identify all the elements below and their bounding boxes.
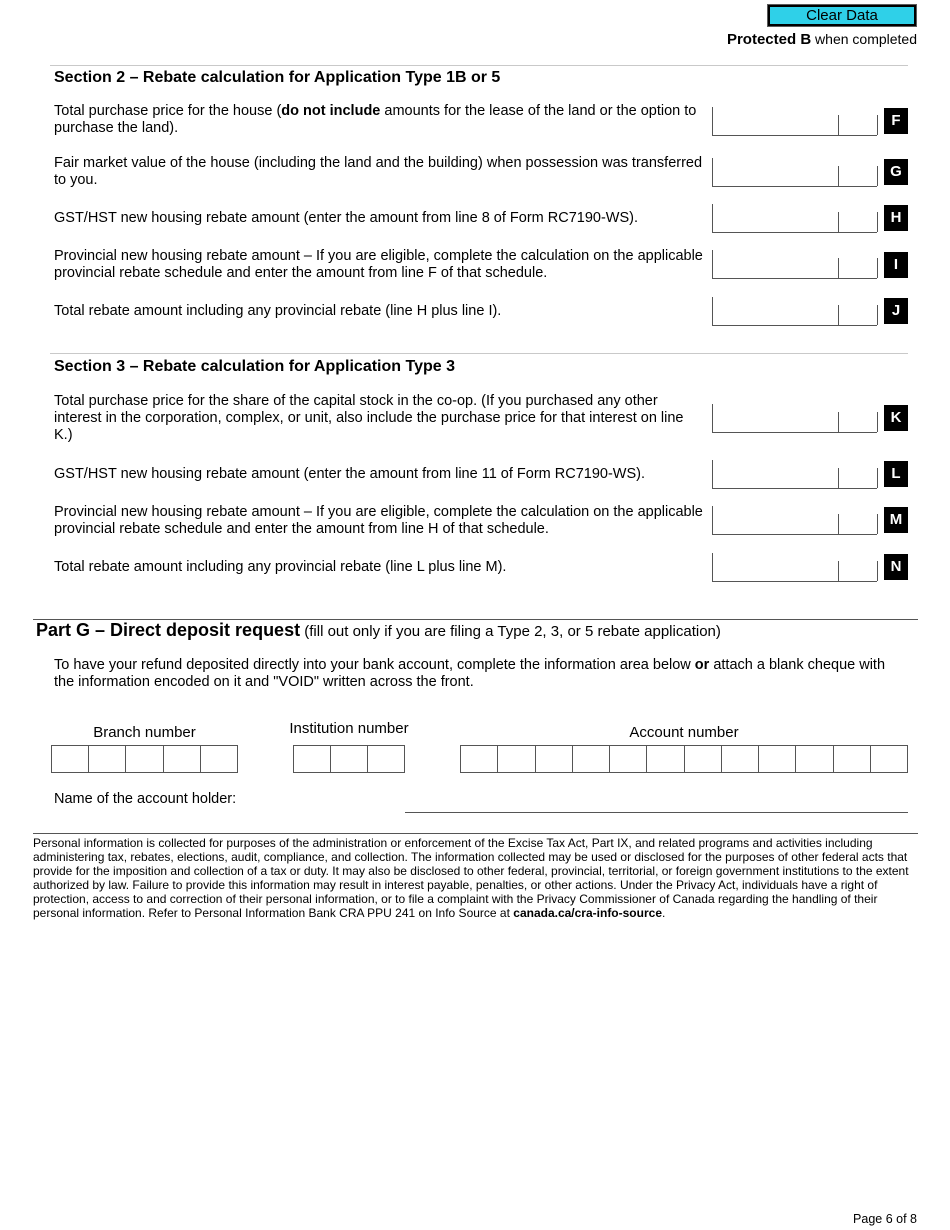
line-j-label: J xyxy=(884,298,908,324)
branch-digit[interactable] xyxy=(52,746,89,772)
line-k-label: K xyxy=(884,405,908,431)
protected-b-notice xyxy=(727,31,917,48)
section2-divider xyxy=(50,65,908,66)
privacy-notice xyxy=(33,836,913,920)
line-f-text-before: Total purchase price for the house ( xyxy=(54,103,282,119)
account-digit[interactable] xyxy=(610,746,647,772)
line-i-label: I xyxy=(884,252,908,278)
line-n-description: Total rebate amount including any provincial rebate (line L plus line M). xyxy=(54,559,507,575)
account-digit[interactable] xyxy=(796,746,833,772)
institution-number-label: Institution number xyxy=(289,720,409,737)
line-g-label: G xyxy=(884,159,908,185)
section3-divider xyxy=(50,353,908,354)
section3-title: Section 3 – Rebate calculation for Application Type 3 xyxy=(54,358,455,375)
account-digit[interactable] xyxy=(759,746,796,772)
institution-number-field[interactable] xyxy=(293,745,405,773)
account-holder-label: Name of the account holder: xyxy=(54,791,237,807)
clear-data-button[interactable]: Clear Data xyxy=(768,5,916,26)
part-g-title-bold: Part G – Direct deposit request xyxy=(36,620,301,640)
account-number-field[interactable] xyxy=(460,745,908,773)
branch-digit[interactable] xyxy=(201,746,237,772)
protected-label: Protected B xyxy=(726,31,812,48)
line-f-text-bold: do not include xyxy=(281,103,381,119)
line-l-label: L xyxy=(884,461,908,487)
line-f-amount-field[interactable] xyxy=(712,107,877,136)
institution-digit[interactable] xyxy=(294,746,331,772)
line-i-amount-field[interactable] xyxy=(712,250,877,279)
account-digit[interactable] xyxy=(498,746,535,772)
part-g-intro-before: To have your refund deposited directly into your bank account, complete the information area below xyxy=(54,657,695,673)
line-i-description: Provincial new housing rebate amount – If you are eligible, complete the calculation on the applicable provincial rebate schedule and enter the amount from line F of that schedule. xyxy=(54,248,703,281)
line-h-amount-field[interactable] xyxy=(712,204,877,233)
line-m-description: Provincial new housing rebate amount – If you are eligible, complete the calculation on the applicable provincial rebate schedule and enter the amount from line H of that schedule. xyxy=(54,504,703,537)
part-g-intro-after: attach a blank cheque with the information encoded on it and "VOID" written across the front. xyxy=(54,657,886,690)
line-l-amount-field[interactable] xyxy=(712,460,877,489)
branch-digit[interactable] xyxy=(89,746,126,772)
branch-number-label: Branch number xyxy=(93,724,196,741)
line-g-amount-field[interactable] xyxy=(712,158,877,187)
section2-title: Section 2 – Rebate calculation for Application Type 1B or 5 xyxy=(54,69,501,86)
account-digit[interactable] xyxy=(536,746,573,772)
part-g-title-sub: (fill out only if you are filing a Type 2, 3, or 5 rebate application) xyxy=(300,623,721,640)
account-digit[interactable] xyxy=(722,746,759,772)
line-g-description: Fair market value of the house (including the land and the building) when possession was transferred to you. xyxy=(54,155,703,188)
protected-suffix: when completed xyxy=(811,31,917,47)
line-l-description: GST/HST new housing rebate amount (enter the amount from line 11 of Form RC7190-WS). xyxy=(54,466,646,482)
account-digit[interactable] xyxy=(834,746,871,772)
part-g-intro xyxy=(54,657,894,691)
branch-digit[interactable] xyxy=(126,746,163,772)
privacy-text: Personal information is collected for purposes of the administration or enforcement of the Excise Tax Act, Part IX, and related programs and activities including administering tax, rebates, elections, audit, compliance, and collection. The information collected may be used or disclosed for the purposes of other federal acts that provide for the imposition and collection of a tax or duty. It may also be disclosed to other federal, provincial, territorial, or foreign government institutions to the extent authorized by law. Failure to provide this information may result in interest payable, penalties, or other actions. Under the Privacy Act, individuals have a right of protection, access to and correction of their personal information, or to file a complaint with the Privacy Commissioner of Canada regarding the handling of their personal information. Refer to Personal Information Bank CRA PPU 241 on Info Source at xyxy=(33,836,909,920)
line-f-label: F xyxy=(884,108,908,134)
line-m-amount-field[interactable] xyxy=(712,506,877,535)
institution-digit[interactable] xyxy=(331,746,368,772)
part-g-title xyxy=(36,620,721,641)
privacy-end: . xyxy=(662,906,666,920)
line-f-text-after: amounts for the lease of the land or the option to purchase the land). xyxy=(54,103,697,136)
branch-number-field[interactable] xyxy=(51,745,238,773)
page-number: Page 6 of 8 xyxy=(853,1212,917,1226)
line-k-amount-field[interactable] xyxy=(712,404,877,433)
account-number-label: Account number xyxy=(629,724,739,741)
line-k-description: Total purchase price for the share of the capital stock in the co-op. (If you purchased any other interest in the corporation, complex, or unit, also include the purchase price for that interest on line K.) xyxy=(54,393,684,443)
account-holder-field[interactable] xyxy=(405,812,908,813)
line-j-amount-field[interactable] xyxy=(712,297,877,326)
account-digit[interactable] xyxy=(871,746,907,772)
info-source-link: canada.ca/cra-info-source xyxy=(513,906,662,920)
account-digit[interactable] xyxy=(647,746,684,772)
account-digit[interactable] xyxy=(685,746,722,772)
line-n-amount-field[interactable] xyxy=(712,553,877,582)
line-h-description: GST/HST new housing rebate amount (enter the amount from line 8 of Form RC7190-WS). xyxy=(54,210,639,226)
branch-digit[interactable] xyxy=(164,746,201,772)
line-m-label: M xyxy=(884,507,908,533)
account-digit[interactable] xyxy=(573,746,610,772)
line-h-label: H xyxy=(884,205,908,231)
line-n-label: N xyxy=(884,554,908,580)
line-f-description xyxy=(54,103,704,137)
institution-digit[interactable] xyxy=(368,746,404,772)
privacy-divider xyxy=(33,833,918,834)
line-j-description: Total rebate amount including any provincial rebate (line H plus line I). xyxy=(54,303,502,319)
account-digit[interactable] xyxy=(461,746,498,772)
part-g-intro-bold: or xyxy=(694,657,710,673)
